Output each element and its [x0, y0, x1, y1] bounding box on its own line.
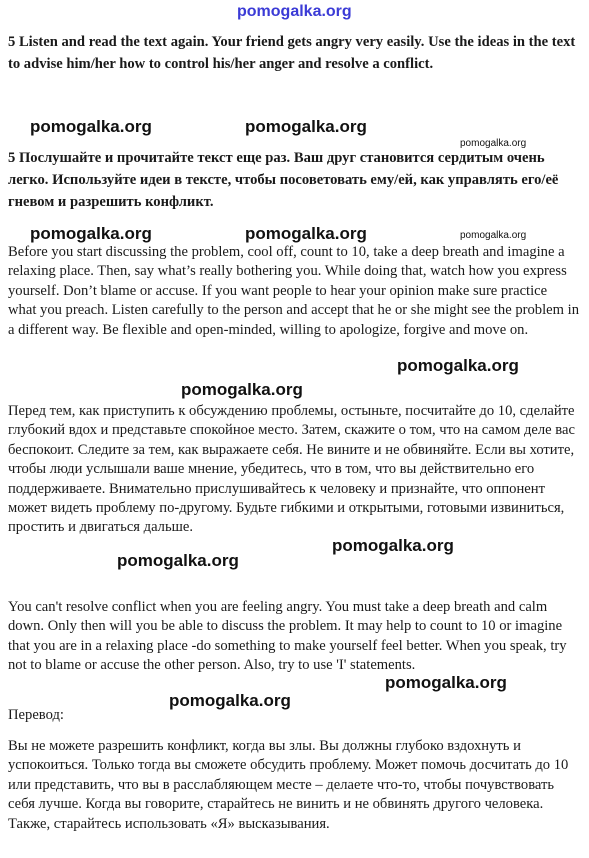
watermark: pomogalka.org [397, 356, 519, 375]
watermark: pomogalka.org [385, 673, 507, 692]
watermark: pomogalka.org [245, 117, 367, 136]
translation-label: Перевод: [8, 707, 64, 723]
watermark: pomogalka.org [460, 138, 527, 149]
text-english-2: You can't resolve conflict when you are feeling angry. You must take a deep breath and calm down. Only then will you be able to discuss the problem. It may help to count to 10 or imagine that you are in a relaxing place -do something to make yourself feel better. When you speak, try not to blame or accuse the other person. Also, try to use 'I' statements. [8, 599, 567, 674]
text-russian-2: Вы не можете разрешить конфликт, когда вы злы. Вы должны глубоко вздохнуть и успокоиться. Только тогда вы сможете обсудить проблему. Может помочь досчитать до 10 или представить, что вы в расслабляющем месте – делаете что-то, чтобы почувствовать себя лучше. Когда вы говорите, старайтесь не винить и не обвинять другого человека. Также, старайтесь использовать «Я» высказывания. [8, 738, 569, 832]
watermark-header: pomogalka.org [237, 3, 352, 20]
watermark: pomogalka.org [245, 224, 367, 243]
watermark: pomogalka.org [117, 551, 239, 570]
watermark: pomogalka.org [332, 536, 454, 555]
watermark: pomogalka.org [460, 230, 527, 241]
text-russian-1: Перед тем, как приступить к обсуждению проблемы, остыньте, посчитайте до 10, сделайте глубокий вдох и представьте спокойное место. Затем, скажите о том, что на самом деле вас беспокоит. Следите за тем, как выражаете себя. Не вините и не обвиняйте. Если вы хотите, чтобы люди услышали ваше мнение, убедитесь, что в том, что вы действительно его поддерживаете. Внимательно прислушивайтесь к человеку и признайте, что оппонент может видеть проблему по-другому. Будьте гибкими и открытыми, готовыми извиниться, простить и двигаться дальше. [8, 403, 575, 536]
task-russian: 5 Послушайте и прочитайте текст еще раз. Ваш друг становится сердитым очень легко. Используйте идеи в тексте, чтобы посоветовать ему/ей, как управлять его/её гневом и разрешить конфликт. [8, 150, 559, 210]
watermark: pomogalka.org [30, 224, 152, 243]
watermark: pomogalka.org [181, 380, 303, 399]
text-english-1: Before you start discussing the problem, cool off, count to 10, take a deep breath and imagine a relaxing place. Then, say what’s really bothering you. While doing that, watch how you express yourself. Don’t blame or accuse. If you want people to hear your opinion make sure practice what you preach. Listen carefully to the person and accept that he or she might see the problem in a different way. Be flexible and open-minded, willing to apologize, forgive and move on. [8, 244, 579, 338]
task-english: 5 Listen and read the text again. Your friend gets angry very easily. Use the ideas in the text to advise him/her how to control his/her anger and resolve a conflict. [8, 34, 576, 72]
watermark: pomogalka.org [30, 117, 152, 136]
watermark: pomogalka.org [169, 691, 291, 710]
